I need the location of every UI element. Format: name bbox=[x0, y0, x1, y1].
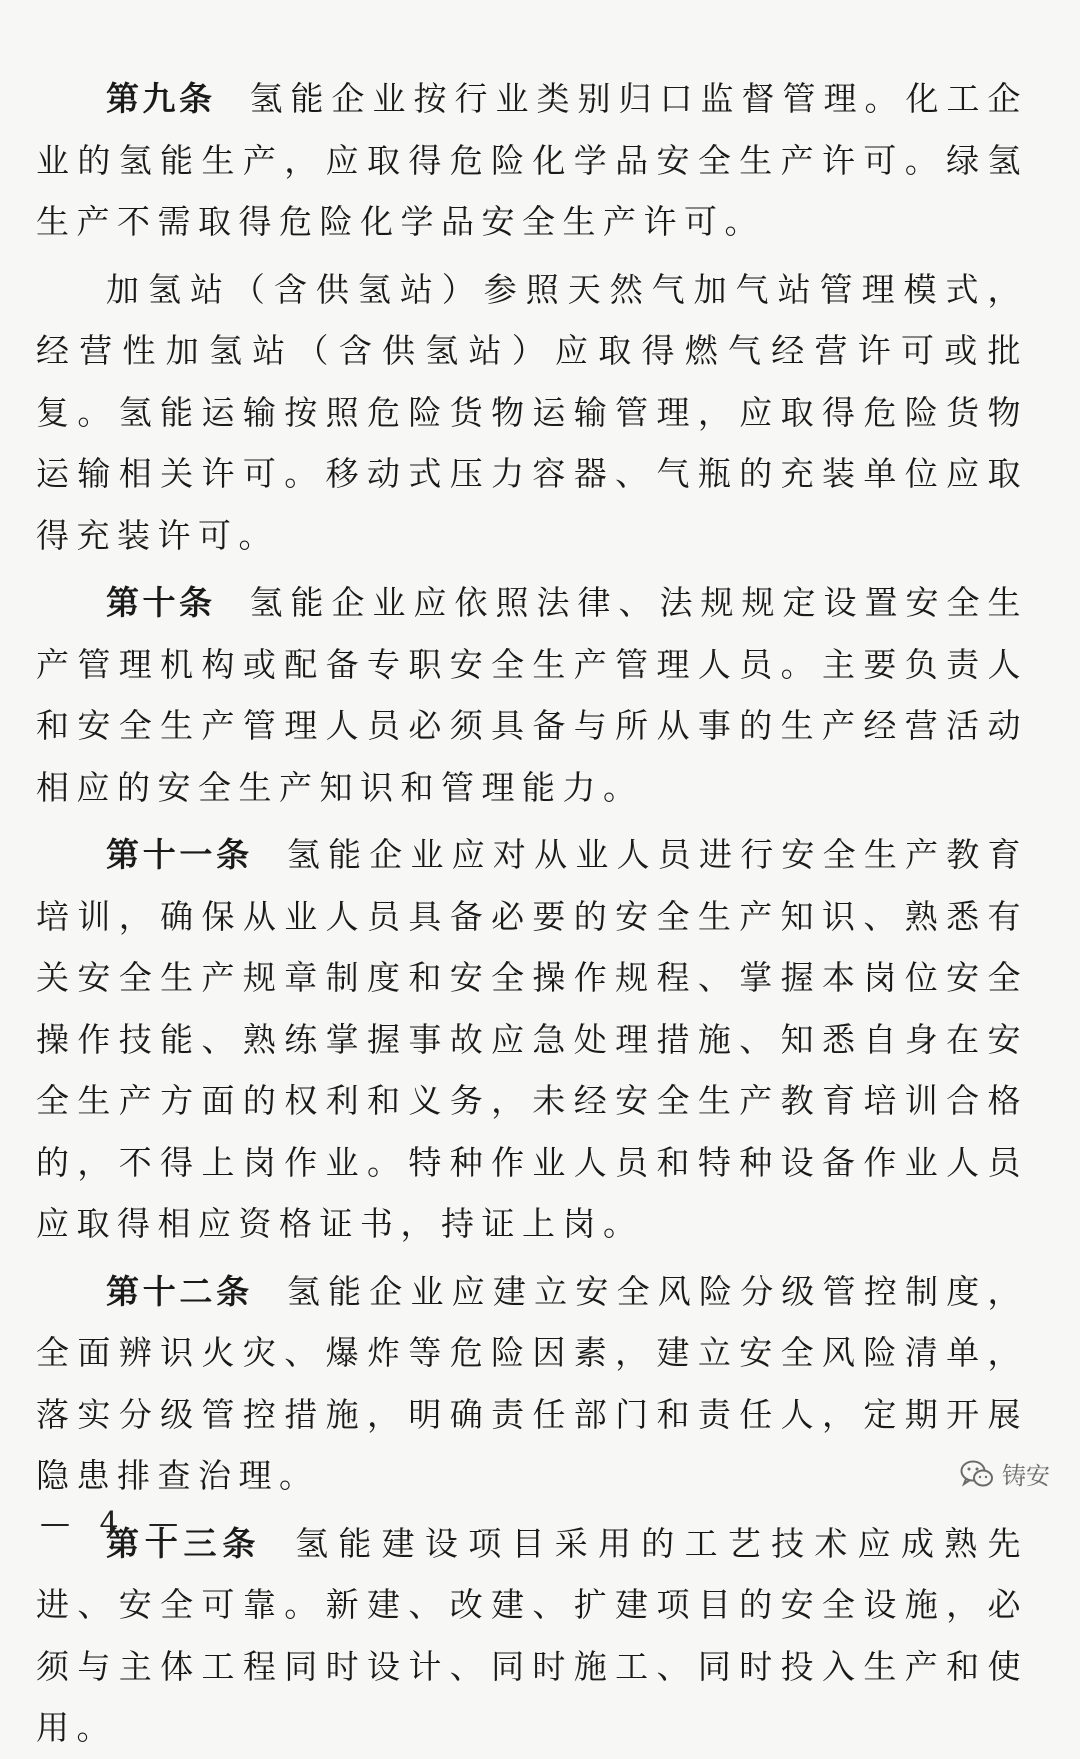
article-body: 氢能建设项目采用的工艺技术应成熟先进、安全可靠。新建、改建、扩建项目的安全设施，必须与主体工程同时设计、同时施工、同时投入生产和使用。 bbox=[36, 1523, 1029, 1747]
article-9 bbox=[36, 68, 1028, 253]
wechat-watermark bbox=[960, 1456, 1050, 1491]
article-12 bbox=[36, 1261, 1028, 1507]
article-10 bbox=[36, 572, 1028, 818]
article-body: 氢能企业应对从业人员进行安全生产教育培训，确保从业人员具备必要的安全生产知识、熟悉有关安全生产规章制度和安全操作规程、掌握本岗位安全操作技能、熟练掌握事故应急处理措施、知悉自身在安全生产方面的权利和义务，未经安全生产教育培训合格的，不得上岗作业。特种作业人员和特种设备作业人员应取得相应资格证书，持证上岗。 bbox=[36, 835, 1029, 1243]
article-heading: 第十二条 bbox=[106, 1271, 253, 1311]
article-body: 氢能企业应依照法律、法规规定设置安全生产管理机构或配备专职安全生产管理人员。主要负责人和安全生产管理人员必须具备与所从事的生产经营活动相应的安全生产知识和管理能力。 bbox=[36, 583, 1028, 807]
article-11 bbox=[36, 824, 1028, 1255]
article-heading: 第十一条 bbox=[106, 835, 253, 874]
article-heading: 第十三条 bbox=[106, 1523, 262, 1563]
article-body: 氢能企业按行业类别归口监督管理。化工企业的氢能生产，应取得危险化学品安全生产许可。绿氢生产不需取得危险化学品安全生产许可。 bbox=[36, 79, 1028, 241]
article-body: 氢能企业应建立安全风险分级管控制度，全面辨识火灾、爆炸等危险因素，建立安全风险清单，落实分级管控措施，明确责任部门和责任人，定期开展隐患排查治理。 bbox=[36, 1271, 1029, 1495]
wechat-icon bbox=[960, 1459, 994, 1489]
article-13 bbox=[36, 1513, 1028, 1759]
paragraph-body: 加氢站（含供氢站）参照天然气加气站管理模式，经营性加氢站（含供氢站）应取得燃气经营许可或批复。氢能运输按照危险货物运输管理，应取得危险货物运输相关许可。移动式压力容器、气瓶的充装单位应取得充装许可。 bbox=[36, 269, 1028, 555]
watermark-label: 铸安 bbox=[1002, 1462, 1050, 1490]
article-9-continued bbox=[36, 259, 1028, 567]
article-heading: 第十条 bbox=[106, 583, 216, 622]
article-heading: 第九条 bbox=[106, 79, 216, 118]
page-number: — 4 — bbox=[40, 1506, 189, 1541]
